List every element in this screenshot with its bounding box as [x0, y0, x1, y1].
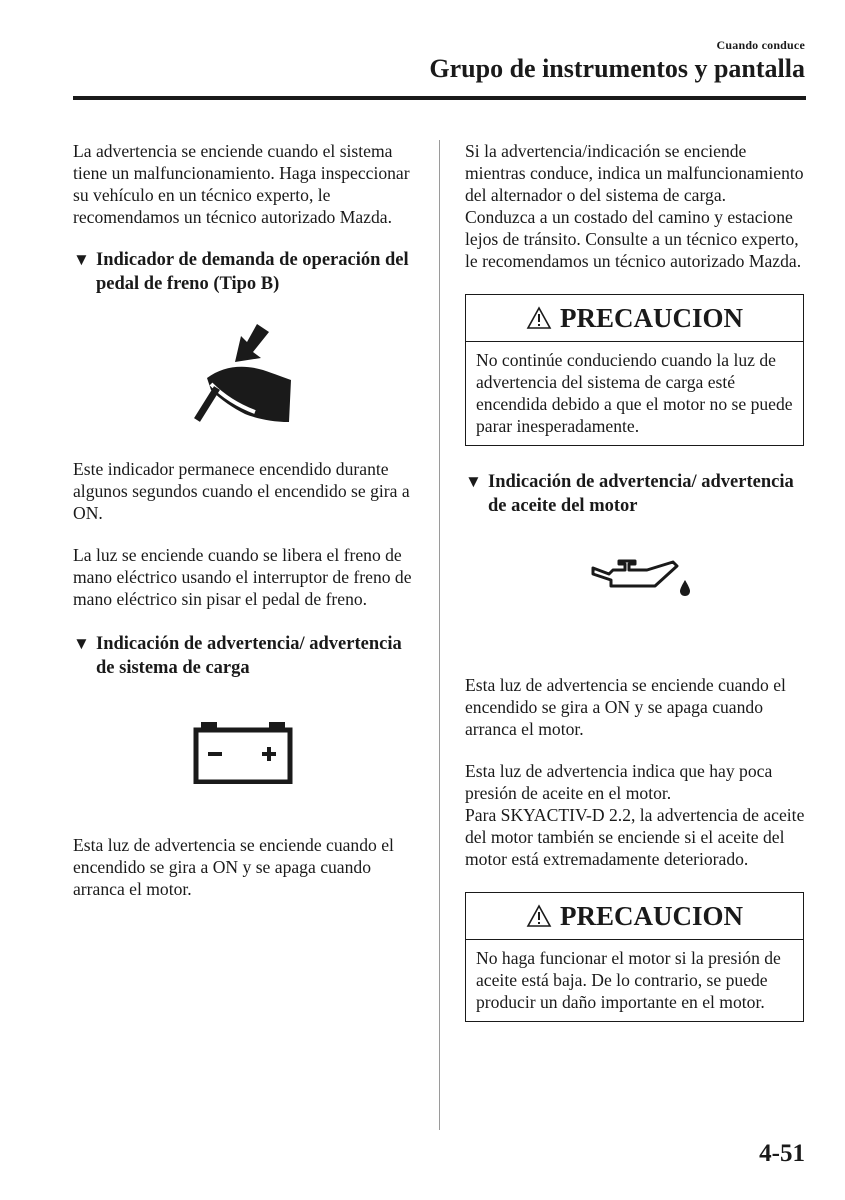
oil-paragraph-1: Esta luz de advertencia se enciende cuando el encendido se gira a ON y se apaga cuando arranca el motor.: [465, 675, 786, 739]
battery-icon: [73, 722, 413, 802]
right-column: [465, 140, 805, 1022]
caution-box-charge: [465, 294, 804, 446]
caution-box-oil: [465, 892, 804, 1022]
caution-header: [466, 295, 803, 342]
oil-paragraph-2: Esta luz de advertencia indica que hay poca presión de aceite en el motor.: [465, 761, 773, 803]
brake-pedal-icon: [73, 318, 413, 438]
page-title: Grupo de instrumentos y pantalla: [429, 54, 805, 83]
heading-triangle-icon: ▼: [73, 634, 90, 653]
brake-heading-text: Indicador de demanda de operación del pedal de freno (Tipo B): [96, 250, 409, 294]
oil-paragraph-3: Para SKYACTIV-D 2.2, la advertencia de aceite del motor también se enciende si el aceite del motor está extremadamente deteriorado.: [465, 805, 805, 869]
brake-paragraph-2: La luz se enciende cuando se libera el freno de mano eléctrico usando el interruptor de freno de mano eléctrico sin pisar el pedal de freno.: [73, 545, 412, 609]
caution-header: [466, 893, 803, 940]
oil-heading-text: Indicación de advertencia/ advertencia de aceite del motor: [488, 472, 794, 516]
charge-paragraph-3: Conduzca a un costado del camino y estacione lejos de tránsito. Consulte a un técnico experto, le recomendamos un técnico autorizado Mazda.: [465, 207, 802, 271]
section-label: Cuando conduce: [716, 38, 805, 52]
heading-triangle-icon: ▼: [465, 472, 482, 491]
column-divider: [439, 140, 440, 1130]
warning-triangle-icon: [526, 306, 552, 330]
intro-paragraph: La advertencia se enciende cuando el sistema tiene un malfuncionamiento. Haga inspeccionar su vehículo en un técnico experto, le recomendamos un técnico autorizado Mazda.: [73, 141, 410, 227]
title-rule: [73, 96, 806, 100]
charge-paragraph-2: Si la advertencia/indicación se enciende mientras conduce, indica un malfuncionamiento del alternador o del sistema de carga.: [465, 141, 804, 205]
page-number: 4-51: [759, 1140, 805, 1167]
caution-text: No haga funcionar el motor si la presión de aceite está baja. De lo contrario, se puede producir un daño importante en el motor.: [476, 948, 781, 1012]
caution-title: PRECAUCION: [559, 302, 743, 333]
caution-title: PRECAUCION: [559, 900, 743, 931]
warning-triangle-icon: [526, 904, 552, 928]
heading-triangle-icon: ▼: [73, 250, 90, 269]
charge-paragraph-1: Esta luz de advertencia se enciende cuando el encendido se gira a ON y se apaga cuando arranca el motor.: [73, 835, 394, 899]
charge-heading-text: Indicación de advertencia/ advertencia de sistema de carga: [96, 634, 402, 678]
oil-can-icon: [465, 558, 805, 658]
oil-warning-heading: [465, 470, 805, 518]
brake-paragraph-1: Este indicador permanece encendido durante algunos segundos cuando el encendido se gira a ON.: [73, 459, 410, 523]
left-column: [73, 140, 413, 900]
caution-text: No continúe conduciendo cuando la luz de advertencia del sistema de carga esté encendida debido a que el motor no se puede parar inesperadamente.: [476, 350, 793, 436]
charge-warning-heading: [73, 632, 413, 680]
brake-indicator-heading: [73, 248, 413, 296]
